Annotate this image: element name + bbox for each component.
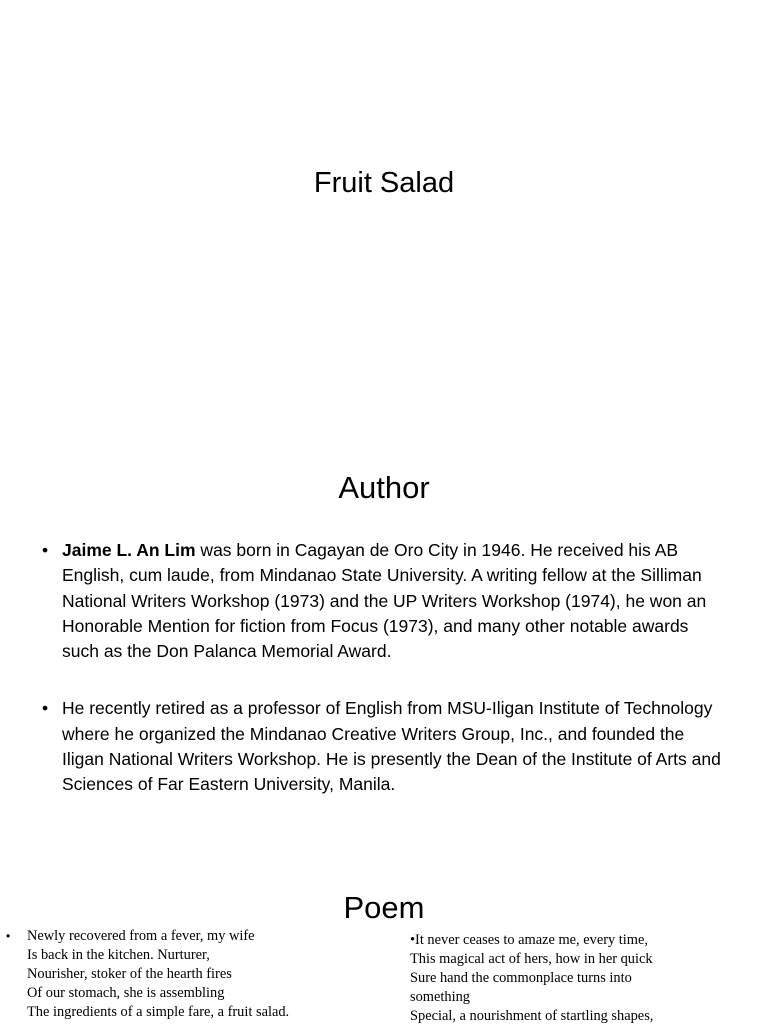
author-bullet-1 — [40, 538, 730, 664]
poem-slide — [0, 864, 768, 1024]
poem-line: Of our stomach, she is assembling — [27, 985, 225, 1001]
poem-line: Nourisher, stoker of the hearth fires — [27, 966, 232, 982]
author-career-text: He recently retired as a professor of English from MSU-Iligan Institute of Technology where he organized the Mindanao Creative Writers Group, Inc., and founded the Iligan National Writers Workshop. He is presently the Dean of the Institute of Arts and Sciences of Far Eastern University, Manila. — [62, 698, 721, 795]
author-name: Jaime L. An Lim — [62, 540, 196, 560]
bullet-icon: • — [42, 540, 49, 560]
poem-heading: Poem — [343, 890, 425, 925]
poem-line: something — [410, 989, 470, 1005]
author-bullet-list — [40, 538, 730, 798]
poem-line: Sure hand the commonplace turns into — [410, 970, 632, 986]
author-bullet-2 — [40, 696, 730, 797]
poem-line: Newly recovered from a fever, my wife — [27, 928, 255, 944]
poem-line: The ingredients of a simple fare, a fruit salad. — [27, 1004, 290, 1020]
presentation-title: Fruit Salad — [313, 167, 455, 199]
author-heading: Author — [338, 470, 430, 505]
bullet-icon: • — [42, 698, 49, 719]
author-bio-text: was born in Cagayan de Oro City in 1946. He received his AB English, cum laude, from Mindanao State University. A writing fellow at the Silliman National Writers Workshop (1973) and the UP Writers Workshop (1974), he won an Honorable Mention for fiction from Focus (1973), and many other notable awards such as the Don Palanca Memorial Award. — [62, 540, 707, 662]
poem-right-column — [410, 931, 765, 1026]
poem-line: Is back in the kitchen. Nurturer, — [27, 947, 210, 963]
poem-line: This magical act of hers, how in her quick — [410, 951, 653, 967]
title-slide — [0, 0, 768, 432]
poem-line: Special, a nourishment of startling shapes, — [410, 1008, 654, 1024]
bullet-icon: • — [6, 929, 11, 943]
poem-left-column — [6, 927, 376, 1022]
author-slide — [0, 432, 768, 864]
poem-line: •It never ceases to amaze me, every time, — [410, 932, 648, 948]
